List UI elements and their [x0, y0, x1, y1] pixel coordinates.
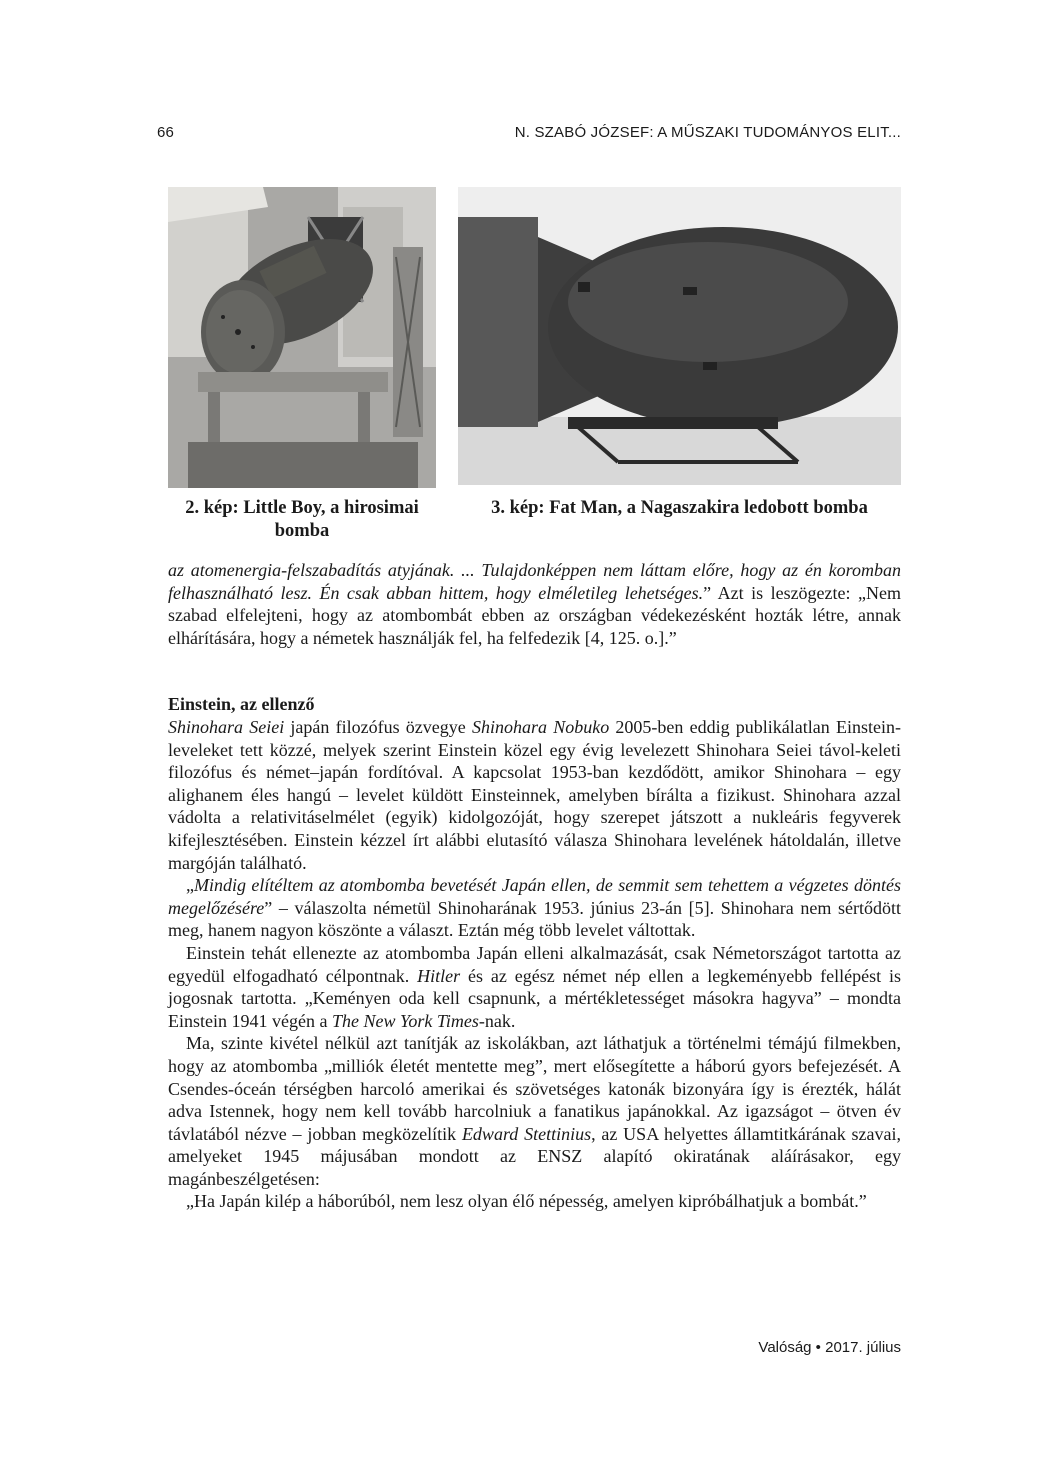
paragraph	[168, 716, 901, 874]
paragraph	[168, 874, 901, 942]
caption-text: Fat Man, a Nagaszakira ledobott bomba	[544, 498, 868, 518]
paragraph	[168, 942, 901, 1032]
little-boy-illustration	[168, 187, 436, 488]
section-heading: Einstein, az ellenző	[168, 694, 315, 714]
page-number: 66	[157, 124, 175, 141]
text-run: Ma, szinte kivétel nélkül azt tanítják az iskolákban, azt láthatjuk a történelmi témájú filmekben, hogy az atombomba „milliók életét mentette meg”, mert elősegítette a háború gyors befejezését. A Csendes-óceán térségben harcoló amerikai és szövetséges katonák bizonyára így is érezték, hálát adva Istennek, hogy nem kell tovább harcolniuk a fanatikus japánokkal. Az igazságot – ötven év távlatából nézve – jobban megközelítik	[168, 1033, 901, 1144]
paragraph: „Ha Japán kilép a háborúból, nem lesz olyan élő népesség, amelyen kipróbálhatjuk a bombát.”	[186, 1191, 867, 1212]
caption-text: Little Boy, a hirosimai bomba	[238, 498, 419, 541]
running-title: N. SZABÓ JÓZSEF: A MŰSZAKI TUDOMÁNYOS ELIT...	[514, 124, 901, 141]
fat-man-illustration	[458, 187, 901, 485]
person-name: Hitler	[417, 965, 461, 986]
person-name: Edward Stettinius	[461, 1123, 592, 1144]
little-boy-photo	[168, 187, 436, 488]
paragraph-continued	[168, 559, 901, 649]
newspaper-name: The New York Times	[331, 1010, 479, 1031]
person-name: Shinohara Nobuko	[471, 717, 610, 737]
figure-caption-3	[458, 497, 901, 520]
text-run: japán filozófus özvegye	[284, 717, 472, 737]
person-name: Shinohara Seiei	[168, 717, 285, 737]
footer: Valóság • 2017. július	[758, 1339, 901, 1356]
paragraph-text: ” Azt is leszögezte: „Nem szabad elfelejteni, hogy az atombombát ebben az országban védekezésként hozták létre, annak elhárítására, hogy a németek használják fel, ha felfedezik [4, 125. o.].”	[168, 582, 901, 648]
text-run: 2005-ben eddig publikálatlan Einstein-leveleket tett közzé, melyek szerint Einstein közel egy évig levelezett Shinohara Seiei távol-keleti filozófus és német–japán fordítóval. A kapcsolat 1953-ban kezdődött, amikor Shinohara – egy alighanem éles hangú – levelet küldött Einsteinnek, amelyben bírálta a fizikust. Shinohara azzal vádolta a relativitáselmélet (egyik) kidolgozóját, hogy szerepet játszott a nukleáris fegyverek kifejlesztésében. Einstein kézzel írt alábbi elutasító válasza Shinohara levelének hátoldalán, illetve margóján található.	[168, 717, 901, 873]
text-run: „	[186, 875, 194, 896]
text-run: és az egész német nép ellen a legkeményebb fellépést is jogosnak tartotta. „Keményen oda kell csapnunk, a mértékletességet másokra hagyva” – mondta Einstein 1941 végén a	[168, 965, 901, 1031]
text-run: ” – válaszolta németül Shinoharának 1953. június 23-án [5]. Shinohara nem sértődött meg, hanem nagyon köszönte a választ. Eztán még több levelet váltottak.	[168, 897, 901, 941]
text-run: Einstein tehát ellenezte az atombomba Japán elleni alkalmazását, csak Németországot tartotta az egyedül elfogadható célpontnak.	[168, 942, 901, 986]
text-run: -nak.	[478, 1010, 516, 1031]
caption-label: 2. kép:	[185, 498, 239, 518]
italic-quote: Mindig elítéltem az atombomba bevetését Japán ellen, de semmit sem tehettem a végzetes döntés megelőzésére	[168, 875, 901, 918]
caption-label: 3. kép:	[491, 498, 545, 518]
italic-quote: az atomenergia-felszabadítás atyjának. ... Tulajdonképpen nem láttam előre, hogy az én koromban felhasználható lesz. Én csak abban hittem, hogy elméletileg lehetséges.	[168, 560, 901, 603]
text-run: , az USA helyettes államtitkárának szavai, amelyeket 1945 májusában mondott az ENSZ alapító okiratának aláírásakor, egy magánbeszélgetésen:	[168, 1123, 902, 1189]
figure-caption-2	[160, 497, 444, 543]
paragraph	[168, 1032, 901, 1190]
fat-man-photo	[458, 187, 901, 485]
section-body	[168, 716, 901, 1213]
